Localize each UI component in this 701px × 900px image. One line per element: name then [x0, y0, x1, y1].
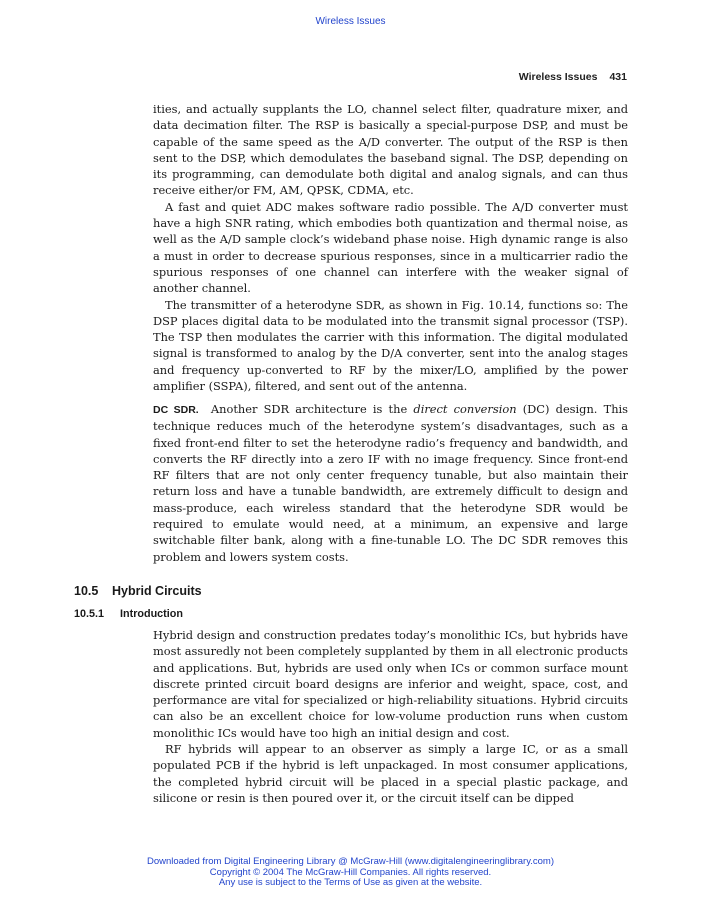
- footer-copyright: Copyright © 2004 The McGraw-Hill Companies. All rights reserved.: [209, 866, 492, 878]
- dc-sdr-runin-heading: DC SDR.: [153, 404, 199, 416]
- body-text-block-1: [153, 101, 628, 394]
- footer-download-link[interactable]: Downloaded from Digital Engineering Library @ McGraw-Hill (www.digitalengineeringlibrary.com): [146, 856, 555, 867]
- body-text-block-3: [153, 627, 628, 806]
- subsection-title: Introduction: [120, 608, 183, 620]
- section-title: Hybrid Circuits: [112, 584, 202, 598]
- subsection-heading: [74, 608, 183, 620]
- footer-terms-link[interactable]: Any use is subject to the Terms of Use as given at the website.: [218, 877, 483, 888]
- paragraph: [153, 401, 628, 565]
- paragraph: RF hybrids will appear to an observer as simply a large IC, or as a small populated PCB if the hybrid is left unpackaged. In most consumer applications, the completed hybrid circuit will be placed in a special plastic package, and silicone or resin is then poured over it, or the circuit itself can be dipped: [153, 742, 628, 805]
- running-head: [519, 71, 627, 83]
- footer: [0, 857, 701, 889]
- top-title-link[interactable]: Wireless Issues: [315, 16, 386, 27]
- running-head-title: Wireless Issues: [518, 71, 598, 83]
- dc-sdr-section: [153, 401, 628, 565]
- page-number: 431: [609, 71, 627, 83]
- section-heading: [74, 584, 202, 598]
- paragraph: The transmitter of a heterodyne SDR, as shown in Fig. 10.14, functions so: The DSP places digital data to be modulated into the transmit signal processor (TSP). The TSP then modulates the carrier with this information. The digital modulated signal is transformed to analog by the D/A converter, sent into the analog stages and frequency up-converted to RF by the mixer/LO, amplified by the power amplifier (SSPA), filtered, and sent out of the antenna.: [153, 297, 628, 394]
- dc-sdr-text-before: Another SDR architecture is the: [210, 402, 408, 416]
- dc-sdr-text-after: (DC) design. This technique reduces much of the heterodyne system’s disadvantages, such as a fixed front-end filter to set the heterodyne radio’s frequency and bandwidth, and converts the RF directly into a zero IF with no image frequency. Since front-end RF filters that are not only center frequency tunable, but also maintain their return loss and have a tunable bandwidth, are extremely difficult to design and mass-produce, each wireless standard that the heterodyne SDR would be required to emulate would need, at a minimum, an expensive and large switchable filter bank, along with a fine-tunable LO. The DC SDR removes this problem and lowers system costs.: [153, 402, 629, 564]
- paragraph: A fast and quiet ADC makes software radio possible. The A/D converter must have a high SNR rating, which embodies both quantization and thermal noise, as well as the A/D sample clock’s wideband phase noise. High dynamic range is also a must in order to decrease spurious responses, since in a multicarrier radio the spurious responses of one channel can interfere with the weaker signal of another channel.: [153, 199, 628, 296]
- subsection-number: 10.5.1: [74, 608, 105, 620]
- dc-sdr-italic-term: direct conversion: [413, 402, 517, 416]
- paragraph: ities, and actually supplants the LO, channel select filter, quadrature mixer, and data decimation filter. The RSP is basically a special-purpose DSP, and must be capable of the same speed as the A/D converter. The output of the RSP is then sent to the DSP, which demodulates the baseband signal. The DSP, depending on its programming, can demodulate both digital and analog signals, and can thus receive either/or FM, AM, QPSK, CDMA, etc.: [153, 102, 628, 198]
- section-number: 10.5: [74, 584, 99, 598]
- paragraph: Hybrid design and construction predates today’s monolithic ICs, but hybrids have most assuredly not been completely supplanted by them in all electronic products and applications. But, hybrids are used only when ICs or common surface mount discrete printed circuit board designs are inferior and weight, space, cost, and performance are vital for specialized or high-reliability situations. Hybrid circuits can also be an excellent choice for low-volume production runs when custom monolithic ICs would have too high an initial design and cost.: [153, 628, 628, 740]
